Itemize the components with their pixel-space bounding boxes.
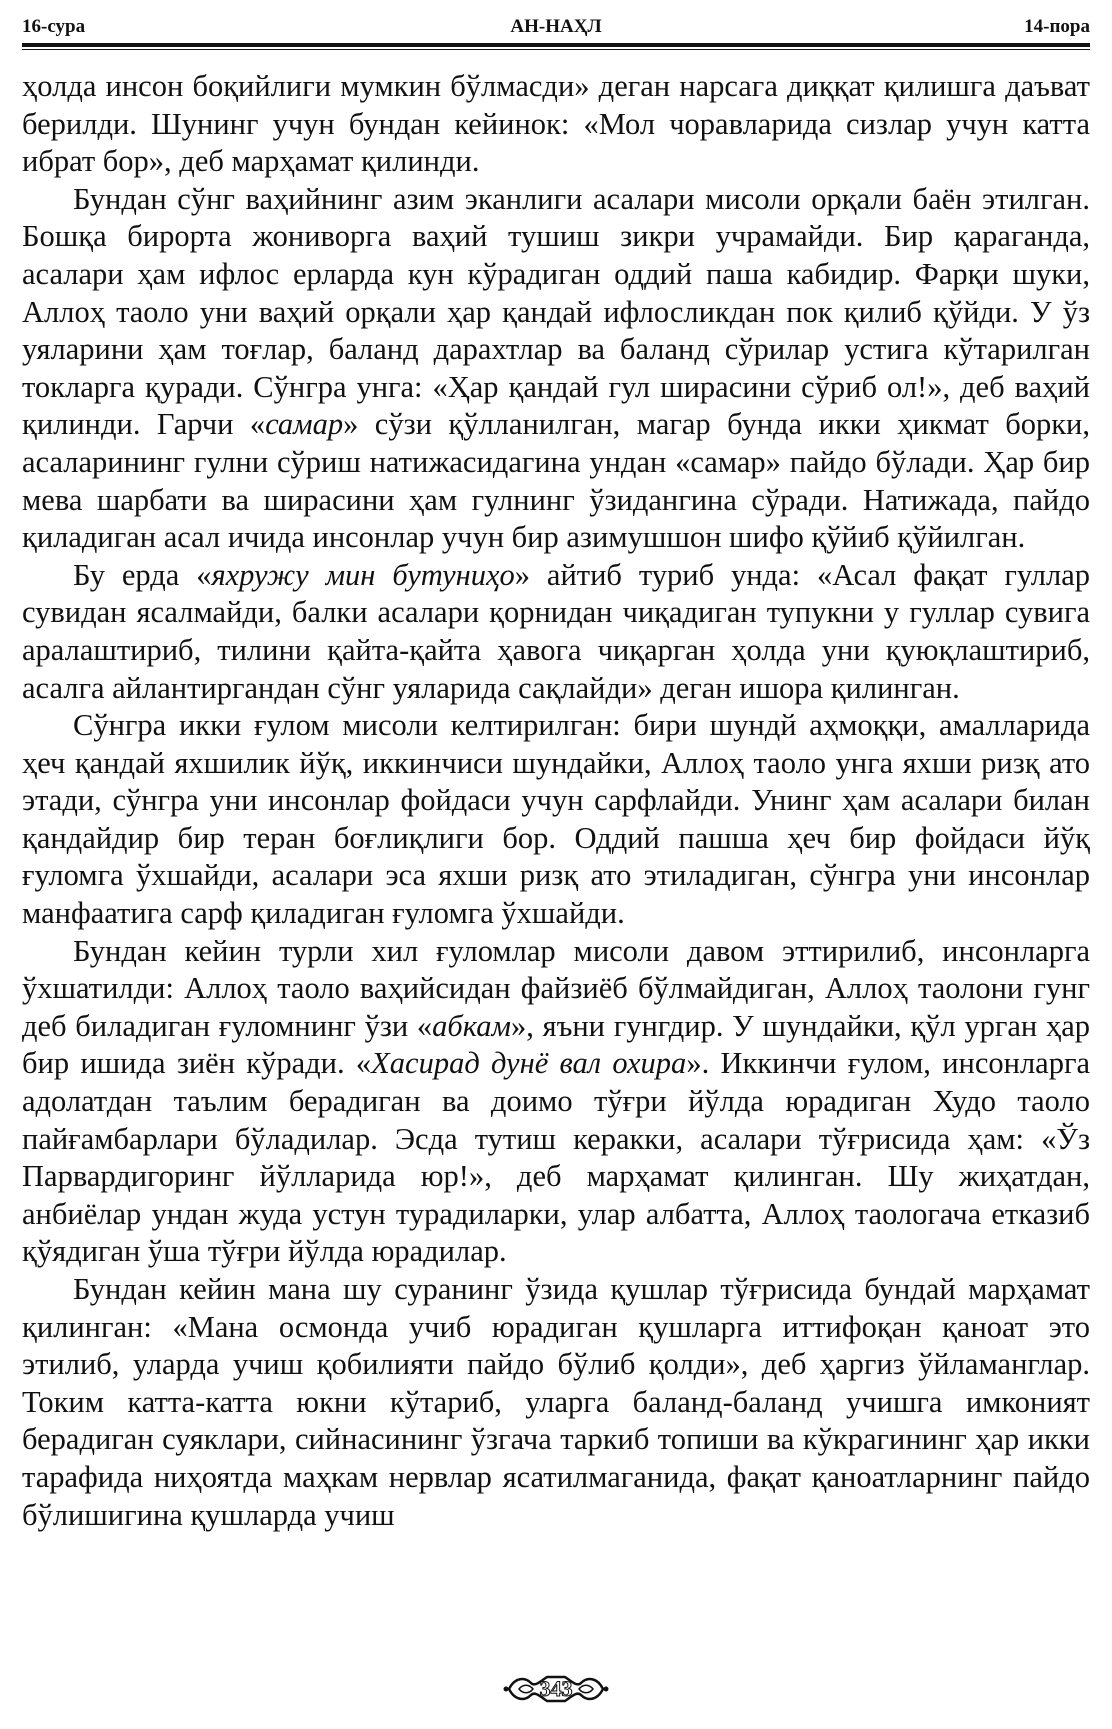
text-run: Бундан кейин турли хил ғуломлар мисоли давом эттирилиб, инсонларга ўхшатилди: Аллоҳ таоло ваҳийсидан файзиёб бўлмайдиган, Аллоҳ таолони гунг деб биладиган ғуломнинг ўзи « — [22, 933, 1090, 1043]
text-run: ». Иккинчи ғулом, инсонларга адолатдан таълим берадиган ва доимо тўғри йўлда юрадиган Худо таоло пайғамбарлари бўладилар. Эсда тутиш керакки, асалари тўғрисида ҳам: «Ўз Парвардигоринг йўлларида юр!», деб марҳамат қилинган. Шу жиҳатдан, анбиёлар ундан жуда устун турадиларки, улар албатта, Аллоҳ таологача етказиб қўядиган ўша тўғри йўлда юрадилар. — [22, 1046, 1091, 1269]
surah-number: 16-сура — [22, 16, 86, 37]
paragraph — [22, 557, 1090, 707]
page-footer — [0, 1669, 1112, 1709]
header-rule-thin — [22, 49, 1090, 50]
text-run: Бу ерда « — [73, 557, 212, 592]
header-rule-thick — [22, 43, 1090, 47]
paragraph — [22, 181, 1090, 557]
text-run: Сўнгра икки ғулом мисоли келтирилган: бири шундй аҳмоққи, амалларида ҳеч қандай яхшилик йўқ, иккинчиси шундайки, Аллоҳ таоло унга яхши ризқ ато этади, сўнгра уни инсонлар фойдаси учун сарфлайди. Унинг ҳам асалари билан қандайдир бир теран боғлиқлиги бор. Оддий пашша ҳеч бир фойдаси йўқ ғуломга ўхшайди, асалари эса яхши ризқ ато этиладиган, сўнгра уни инсонлар манфаатига сарф қиладиган ғуломга ўхшайди. — [22, 708, 1090, 931]
text-run: Бундан сўнг ваҳийнинг азим эканлиги асалари мисоли орқали баён этилган. Бошқа бирорта жониворга ваҳий тушиш зикри учрамайди. Бир қараганда, асалари ҳам ифлос ерларда кун кўрадиган оддий паша кабидир. Фарқи шуки, Аллоҳ таоло уни ваҳий орқали ҳар қандай ифлосликдан пок қилиб қўйди. У ўз уяларини ҳам тоғлар, баланд дарахтлар ва баланд сўрилар устига кўтарилган токларга қуради. Сўнгра унга: «Ҳар қандай гул ширасини сўриб ол!», деб ваҳий қилинди. Гарчи « — [22, 181, 1090, 442]
paragraph — [22, 1271, 1090, 1534]
body-text — [22, 68, 1090, 1534]
surah-title: АН-НАҲЛ — [510, 16, 602, 37]
italic-term: яхружу мин бутуниҳо — [211, 557, 515, 592]
text-run: » айтиб туриб унда: «Асал фақат гуллар сувидан ясалмайди, балки асалари қорнидан чиқадиган тупукни у гуллар сувига аралаштириб, тилини қайта-қайта ҳавога чиқарган ҳолда уни қуюқлаштириб, асалга айлантиргандан сўнг уяларида сақлайди» деган ишора қилинган. — [22, 557, 1091, 705]
paragraph — [22, 707, 1090, 933]
text-run: », яъни гунгдир. У шундайки, қўл урган ҳар бир ишида зиён кўради. « — [22, 1008, 1090, 1081]
page-number: 343 — [539, 1676, 573, 1701]
paragraph — [22, 933, 1090, 1271]
paragraph — [22, 68, 1090, 181]
italic-term: самар — [265, 407, 344, 442]
text-run: » сўзи қўлланилган, магар бунда икки ҳикмат борки, асаларининг гулни сўриш натижасидагина ундан «самар» пайдо бўлади. Ҳар бир мева шарбати ва ширасини ҳам гулнинг ўзидангина сўради. Натижада, пайдо қиладиган асал ичида инсонлар учун бир азимушшон шифо қўйиб қўйилган. — [22, 407, 1090, 555]
italic-term: Хасирад дунё вал охира — [371, 1046, 687, 1081]
juz-number: 14-пора — [1024, 16, 1090, 37]
italic-term: абкам — [432, 1008, 511, 1043]
page-number-ornament — [501, 1669, 611, 1709]
text-run: ҳолда инсон боқийлиги мумкин бўлмасди» деган нарсага диққат қилишга даъват берилди. Шунинг учун бундан кейинок: «Мол чоравларида сизлар учун катта ибрат бор», деб марҳамат қилинди. — [22, 69, 1090, 179]
running-header — [22, 12, 1090, 42]
text-run: Бундан кейин мана шу суранинг ўзида қушлар тўғрисида бундай марҳамат қилинган: «Мана осмонда учиб юрадиган қушларга иттифоқан қаноат это этилиб, уларда учиш қобилияти пайдо бўлиб қолди», деб ҳаргиз ўйламанглар. Токим катта-катта юкни кўтариб, уларга баланд-баланд учишга имконият берадиган суяклари, сийнасининг ўзгача таркиб топиши ва кўкрагининг ҳар икки тарафида ниҳоятда маҳкам нервлар ясатилмаганида, фақат қаноатларнинг пайдо бўлишигина қушларда учиш — [22, 1272, 1090, 1532]
